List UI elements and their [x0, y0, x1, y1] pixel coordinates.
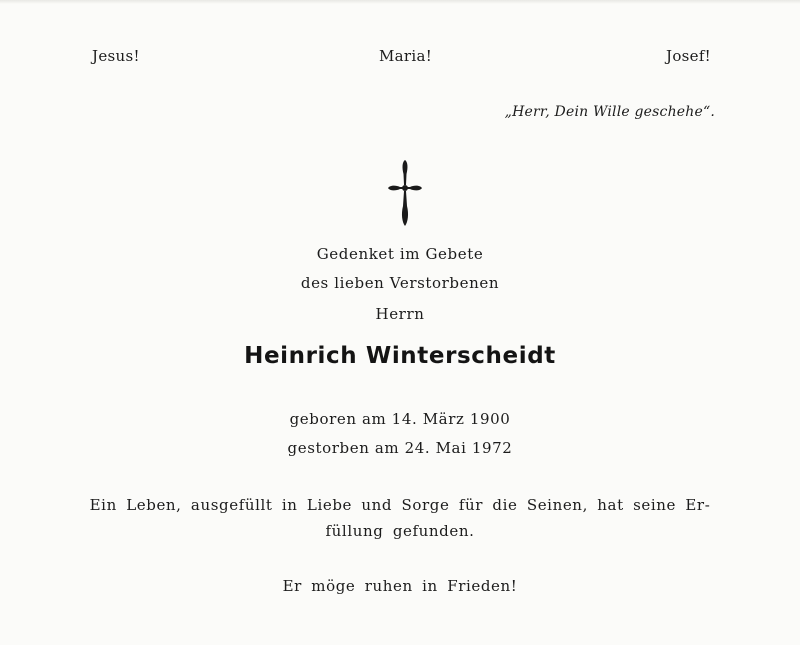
card-edge	[0, 0, 800, 4]
invocation-jesus: Jesus!	[92, 47, 140, 65]
motto: „Herr, Dein Wille geschehe“.	[504, 104, 715, 120]
invocation-maria: Maria!	[379, 47, 433, 65]
blessing: Er möge ruhen in Frieden!	[282, 577, 518, 595]
invocation-josef: Josef!	[666, 47, 711, 65]
death-date: gestorben am 24. Mai 1972	[287, 439, 513, 457]
intro-line-1: Gedenket im Gebete	[316, 245, 484, 263]
birth-date: geboren am 14. März 1900	[289, 410, 511, 428]
intro-line-2: des lieben Verstorbenen	[300, 274, 500, 292]
tribute-line-1: Ein Leben, ausgefüllt in Liebe und Sorge für die Seinen, hat seine Er-	[89, 496, 711, 514]
tribute-line-2: füllung gefunden.	[325, 522, 475, 540]
cross-icon	[386, 158, 424, 228]
deceased-name: Heinrich Winterscheidt	[244, 343, 556, 369]
intro-line-3: Herrn	[375, 305, 425, 323]
